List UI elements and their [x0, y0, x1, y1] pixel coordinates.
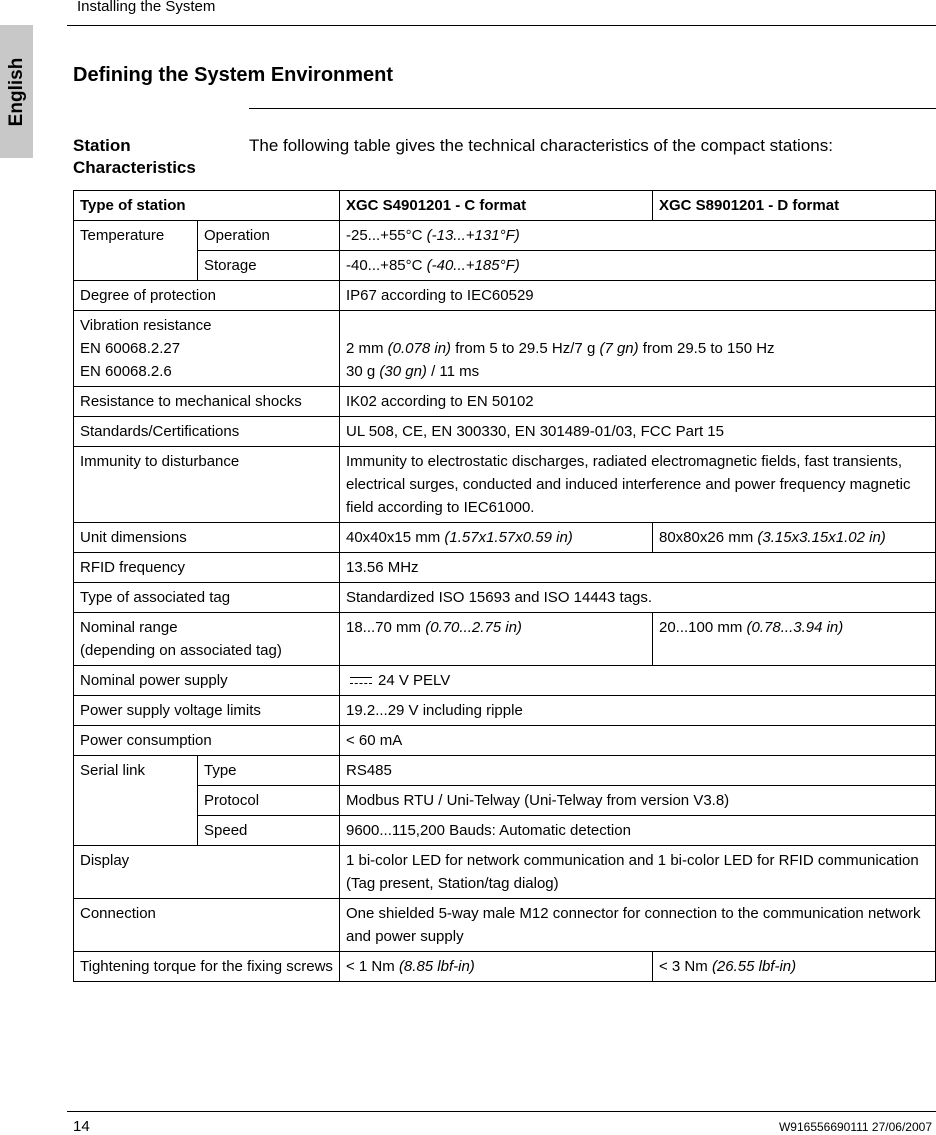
cell-text: Operation	[204, 227, 270, 244]
imperial-value: (30 gn)	[379, 363, 427, 380]
cell-text: XGC S4901201 - C format	[346, 197, 527, 214]
table-cell	[74, 553, 340, 583]
cell-text: Display	[80, 852, 130, 869]
table-cell	[340, 523, 653, 553]
imperial-value: (-13...+131°F)	[426, 227, 520, 244]
table-cell	[74, 756, 198, 846]
document-code: W916556690111 27/06/2007	[778, 1120, 932, 1134]
imperial-value: (0.078 in)	[387, 340, 452, 357]
table-cell	[340, 311, 936, 387]
table-cell	[340, 846, 936, 899]
table-cell	[340, 447, 936, 523]
cell-text: < 60 mA	[346, 732, 403, 749]
table-cell	[340, 583, 936, 613]
header-cell	[653, 191, 936, 221]
table-cell	[74, 846, 340, 899]
table-row	[74, 311, 936, 387]
cell-text: < 3 Nm	[659, 958, 712, 975]
table-row	[74, 281, 936, 311]
table-cell	[653, 613, 936, 666]
imperial-value: (1.57x1.57x0.59 in)	[444, 529, 573, 546]
table-cell	[340, 952, 653, 982]
table-cell	[340, 756, 936, 786]
imperial-value: (0.70...2.75 in)	[425, 619, 522, 636]
table-cell	[74, 523, 340, 553]
cell-text: XGC S8901201 - D format	[659, 197, 840, 214]
table-cell	[340, 251, 936, 281]
imperial-value: (8.85 lbf-in)	[398, 958, 475, 975]
table-cell	[198, 251, 340, 281]
imperial-value: (-40...+185°F)	[426, 257, 520, 274]
imperial-value: (26.55 lbf-in)	[711, 958, 797, 975]
table-cell	[653, 523, 936, 553]
table-cell	[74, 696, 340, 726]
table-cell	[74, 417, 340, 447]
table-row	[74, 417, 936, 447]
table-row	[74, 387, 936, 417]
table-row	[74, 447, 936, 523]
cell-text: Connection	[80, 905, 156, 922]
cell-text: Tightening torque for the fixing screws	[80, 958, 333, 975]
table-row	[74, 846, 936, 899]
cell-text: One shielded 5-way male M12 connector for connection to the communication network and power supply	[346, 905, 921, 945]
cell-text: Unit dimensions	[80, 529, 187, 546]
cell-text: 80x80x26 mm	[659, 529, 758, 546]
cell-text: 18...70 mm	[346, 619, 426, 636]
page-number: 14	[73, 1118, 90, 1135]
table-cell	[74, 613, 340, 666]
cell-text: RS485	[346, 762, 392, 779]
cell-text: 9600...115,200 Bauds: Automatic detection	[346, 822, 631, 839]
table-cell	[74, 952, 340, 982]
cell-text: Storage	[204, 257, 257, 274]
cell-text: IK02 according to EN 50102	[346, 393, 534, 410]
cell-text: UL 508, CE, EN 300330, EN 301489-01/03, FCC Part 15	[346, 423, 724, 440]
cell-text: 2 mm	[346, 340, 384, 357]
cell-text: 20...100 mm	[659, 619, 747, 636]
table-row	[74, 756, 936, 786]
cell-text: Power consumption	[80, 732, 212, 749]
table-cell	[340, 666, 936, 696]
footer-rule	[67, 1111, 936, 1112]
table-row	[74, 583, 936, 613]
table-cell	[340, 281, 936, 311]
table-cell	[340, 417, 936, 447]
table-header-row	[74, 191, 936, 221]
cell-text: Temperature	[80, 227, 165, 244]
table-cell	[74, 447, 340, 523]
table-cell	[74, 221, 198, 281]
cell-text: from 5 to 29.5 Hz/7 g	[451, 340, 600, 357]
cell-text: IP67 according to IEC60529	[346, 287, 534, 304]
imperial-value: (3.15x3.15x1.02 in)	[757, 529, 886, 546]
table-cell	[74, 387, 340, 417]
language-tab-label: English	[5, 57, 27, 126]
table-cell	[340, 387, 936, 417]
cell-text: Protocol	[204, 792, 260, 809]
table-cell	[198, 221, 340, 251]
cell-text: / 11 ms	[426, 363, 480, 380]
characteristics-table	[73, 190, 936, 982]
cell-text: Vibration resistance EN 60068.2.27 EN 60068.2.6	[80, 317, 212, 380]
table-cell	[198, 756, 340, 786]
cell-text: Standardized ISO 15693 and ISO 14443 tags.	[346, 589, 653, 606]
header-rule	[67, 25, 936, 26]
table-row	[74, 952, 936, 982]
cell-text: Immunity to electrostatic discharges, radiated electromagnetic fields, fast transients, electrical surges, conducted and induced interference and power frequency magnetic field according to IEC61000.	[346, 453, 911, 516]
imperial-value: (7 gn)	[599, 340, 639, 357]
header-cell	[74, 191, 340, 221]
table-cell	[198, 816, 340, 846]
cell-text: Nominal range (depending on associated tag)	[80, 619, 282, 659]
header-cell	[340, 191, 653, 221]
table-cell	[340, 726, 936, 756]
cell-text: Nominal power supply	[80, 672, 228, 689]
page-title: Defining the System Environment	[73, 64, 394, 86]
cell-text: -40...+85°C	[346, 257, 427, 274]
cell-text: Modbus RTU / Uni-Telway (Uni-Telway from version V3.8)	[346, 792, 730, 809]
cell-text: 1 bi-color LED for network communication and 1 bi-color LED for RFID communication (Tag present, Station/tag dialog)	[346, 852, 919, 892]
cell-text: Type of station	[80, 197, 186, 214]
running-header: Installing the System	[77, 0, 216, 15]
table-row	[74, 726, 936, 756]
table-row	[74, 221, 936, 251]
table-cell	[74, 311, 340, 387]
table-cell	[74, 899, 340, 952]
table-row	[74, 251, 936, 281]
table-row	[74, 786, 936, 816]
cell-text: 24 V PELV	[378, 672, 451, 689]
section-rule	[249, 108, 936, 109]
table-cell	[340, 816, 936, 846]
cell-text: Degree of protection	[80, 287, 216, 304]
imperial-value: (0.78...3.94 in)	[746, 619, 844, 636]
table-cell	[340, 221, 936, 251]
table-cell	[340, 553, 936, 583]
cell-text: Speed	[204, 822, 248, 839]
table-cell	[340, 613, 653, 666]
cell-text: 13.56 MHz	[346, 559, 419, 576]
section-intro: The following table gives the technical characteristics of the compact stations:	[249, 136, 833, 155]
cell-text: 19.2...29 V including ripple	[346, 702, 523, 719]
table-row	[74, 816, 936, 846]
cell-text: RFID frequency	[80, 559, 186, 576]
cell-text: -25...+55°C	[346, 227, 427, 244]
cell-text: Type of associated tag	[80, 589, 231, 606]
table-cell	[74, 583, 340, 613]
table-row	[74, 553, 936, 583]
table-cell	[198, 786, 340, 816]
cell-text: < 1 Nm	[346, 958, 399, 975]
table-row	[74, 696, 936, 726]
dc-voltage-icon	[350, 676, 372, 686]
cell-text: 40x40x15 mm	[346, 529, 445, 546]
cell-text: Immunity to disturbance	[80, 453, 240, 470]
cell-text: Standards/Certifications	[80, 423, 240, 440]
language-tab	[0, 25, 33, 158]
table-cell	[340, 696, 936, 726]
table-row	[74, 523, 936, 553]
table-cell	[340, 899, 936, 952]
cell-text: Resistance to mechanical shocks	[80, 393, 302, 410]
table-cell	[74, 281, 340, 311]
table-row	[74, 666, 936, 696]
cell-text: Power supply voltage limits	[80, 702, 261, 719]
table-cell	[653, 952, 936, 982]
cell-text: from 29.5 to 150 Hz 30 g	[346, 340, 775, 380]
table-cell	[74, 666, 340, 696]
table-cell	[74, 726, 340, 756]
cell-text: Serial link	[80, 762, 146, 779]
table-row	[74, 899, 936, 952]
table-row	[74, 613, 936, 666]
cell-text: Type	[204, 762, 237, 779]
section-label: Station Characteristics	[73, 136, 196, 177]
table-cell	[340, 786, 936, 816]
